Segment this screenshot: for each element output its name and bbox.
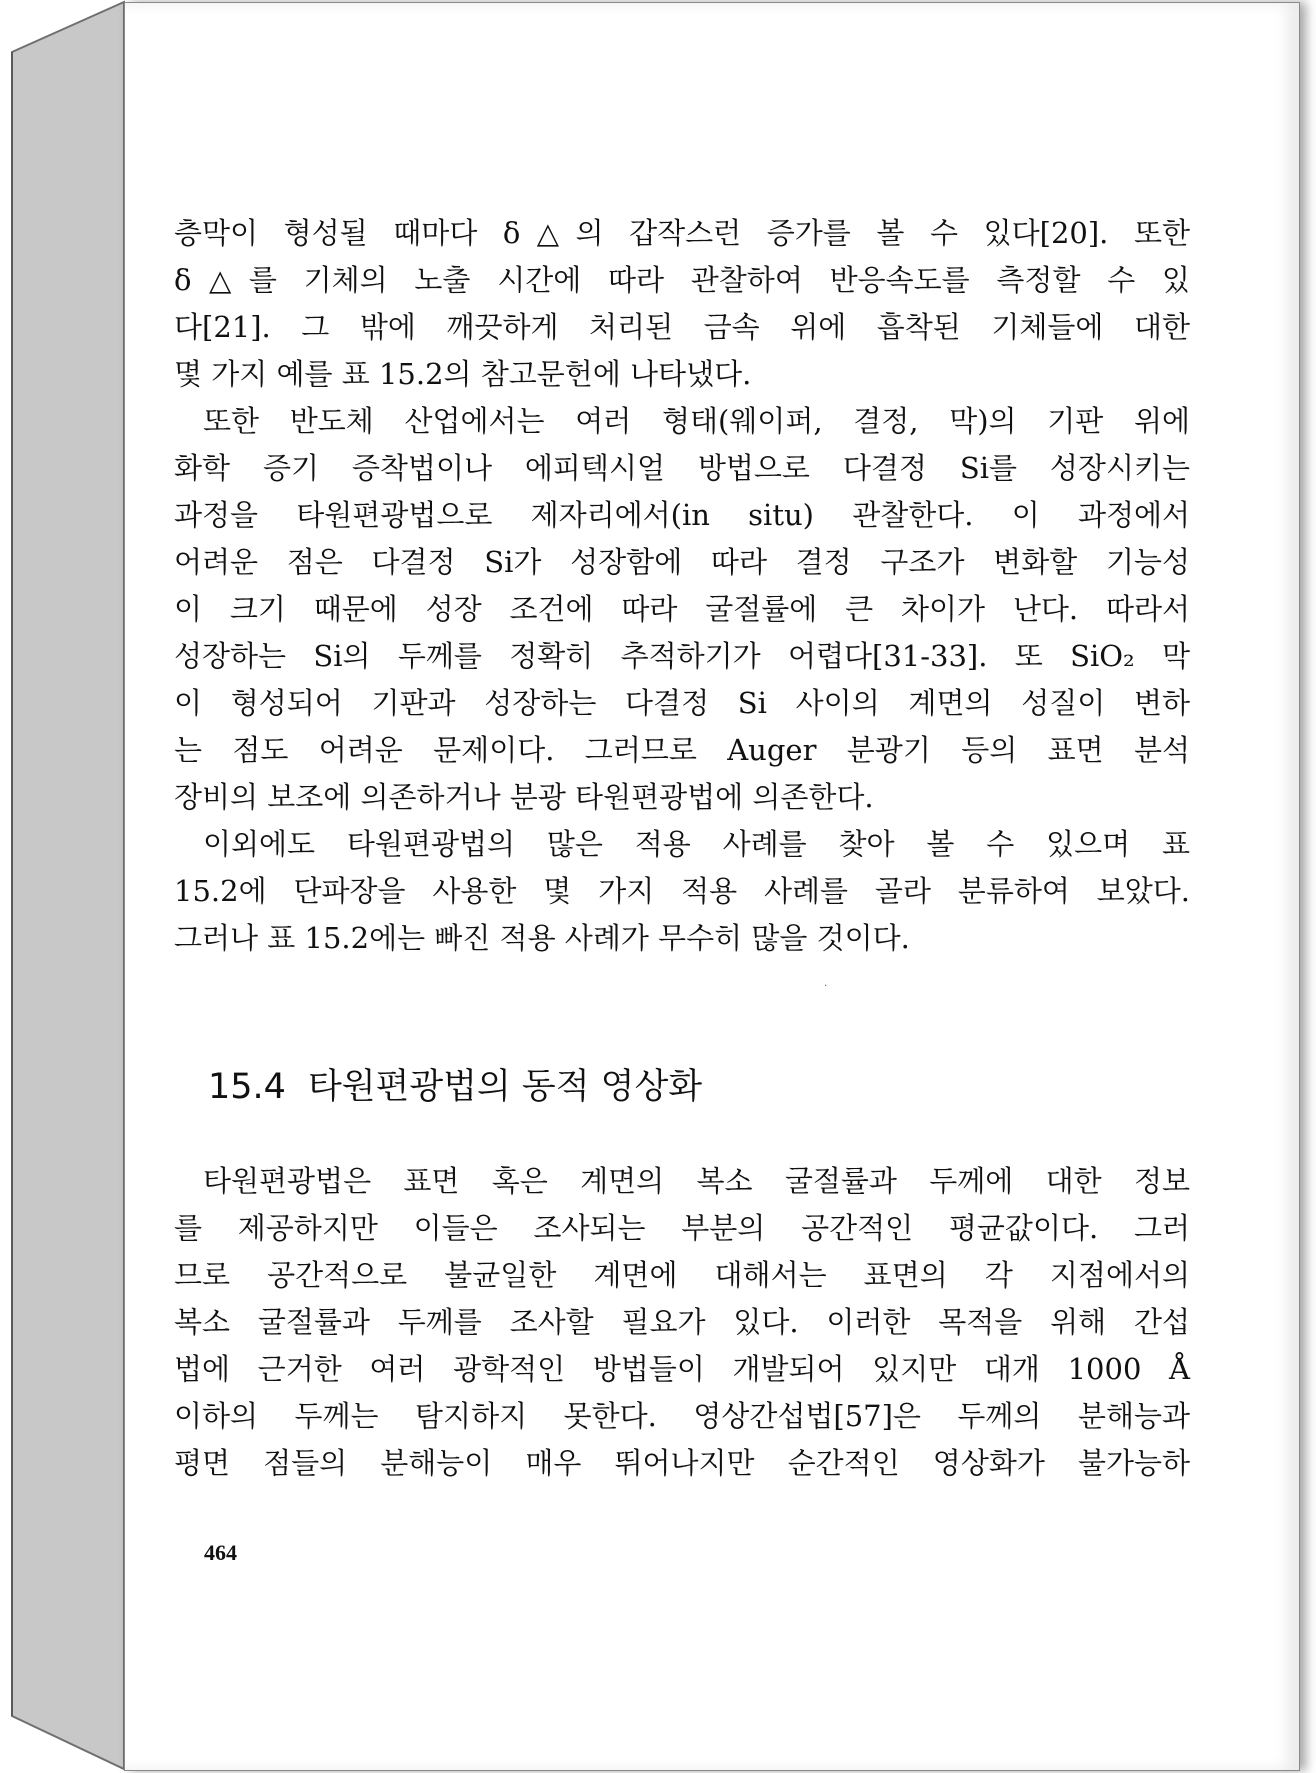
text-line: 이하의 두께는 탐지하지 못한다. 영상간섭법[57]은 두께의 분해능과 <box>174 1399 1190 1433</box>
text-line: 그러나 표 15.2에는 빠진 적용 사례가 무수히 많을 것이다. <box>174 921 910 955</box>
paragraph-1 <box>174 210 1190 398</box>
text-line: 화학 증기 증착법이나 에피텍시얼 방법으로 다결정 Si를 성장시키는 <box>174 451 1190 485</box>
page-number: 464 <box>204 1540 237 1565</box>
text-line: 는 점도 어려운 문제이다. 그러므로 Auger 분광기 등의 표면 분석 <box>174 733 1190 767</box>
text-line: 법에 근거한 여러 광학적인 방법들이 개발되어 있지만 대개 1000 Å <box>174 1352 1190 1386</box>
text-line: 또한 반도체 산업에서는 여러 형태(웨이퍼, 결정, 막)의 기판 위에 <box>203 404 1190 438</box>
text-line: 복소 굴절률과 두께를 조사할 필요가 있다. 이러한 목적을 위해 간섭 <box>174 1305 1190 1339</box>
text-line: 15.2에 단파장을 사용한 몇 가지 적용 사례를 골라 분류하여 보았다. <box>174 874 1190 908</box>
text-line: 층막이 형성될 때마다 δ△의 갑작스런 증가를 볼 수 있다[20]. 또한 <box>174 216 1190 250</box>
text-line: 타원편광법은 표면 혹은 계면의 복소 굴절률과 두께에 대한 정보 <box>203 1164 1190 1198</box>
text-line: 평면 점들의 분해능이 매우 뛰어나지만 순간적인 영상화가 불가능하 <box>174 1446 1190 1480</box>
section-title: 타원편광법의 동적 영상화 <box>307 1067 703 1107</box>
text-line: 이 크기 때문에 성장 조건에 따라 굴절률에 큰 차이가 난다. 따라서 <box>174 592 1190 626</box>
text-line: 몇 가지 예를 표 15.2의 참고문헌에 나타냈다. <box>174 357 752 391</box>
paragraph-4 <box>174 1158 1190 1487</box>
text-line: 다[21]. 그 밖에 깨끗하게 처리된 금속 위에 흡착된 기체들에 대한 <box>174 310 1190 344</box>
text-line: δ△를 기체의 노출 시간에 따라 관찰하여 반응속도를 측정할 수 있 <box>174 263 1190 297</box>
text-line: 를 제공하지만 이들은 조사되는 부분의 공간적인 평균값이다. 그러 <box>174 1211 1190 1245</box>
scan-speck: . <box>824 978 828 989</box>
text-line: 이 형성되어 기판과 성장하는 다결정 Si 사이의 계면의 성질이 변하 <box>174 686 1190 720</box>
section-heading <box>208 1059 702 1109</box>
text-line: 어려운 점은 다결정 Si가 성장함에 따라 결정 구조가 변화할 기능성 <box>174 545 1190 579</box>
text-line: 이외에도 타원편광법의 많은 적용 사례를 찾아 볼 수 있으며 표 <box>203 827 1190 861</box>
text-line: 므로 공간적으로 불균일한 계면에 대해서는 표면의 각 지점에서의 <box>174 1258 1190 1292</box>
paragraph-3 <box>174 821 1190 962</box>
text-line: 장비의 보조에 의존하거나 분광 타원편광법에 의존한다. <box>174 780 874 814</box>
text-line: 과정을 타원편광법으로 제자리에서(in situ) 관찰한다. 이 과정에서 <box>174 498 1190 532</box>
text-line: 성장하는 Si의 두께를 정확히 추적하기가 어렵다[31-33]. 또 SiO₂ 막 <box>174 639 1190 673</box>
paragraph-2 <box>174 398 1190 821</box>
section-number: 15.4 <box>208 1067 286 1107</box>
